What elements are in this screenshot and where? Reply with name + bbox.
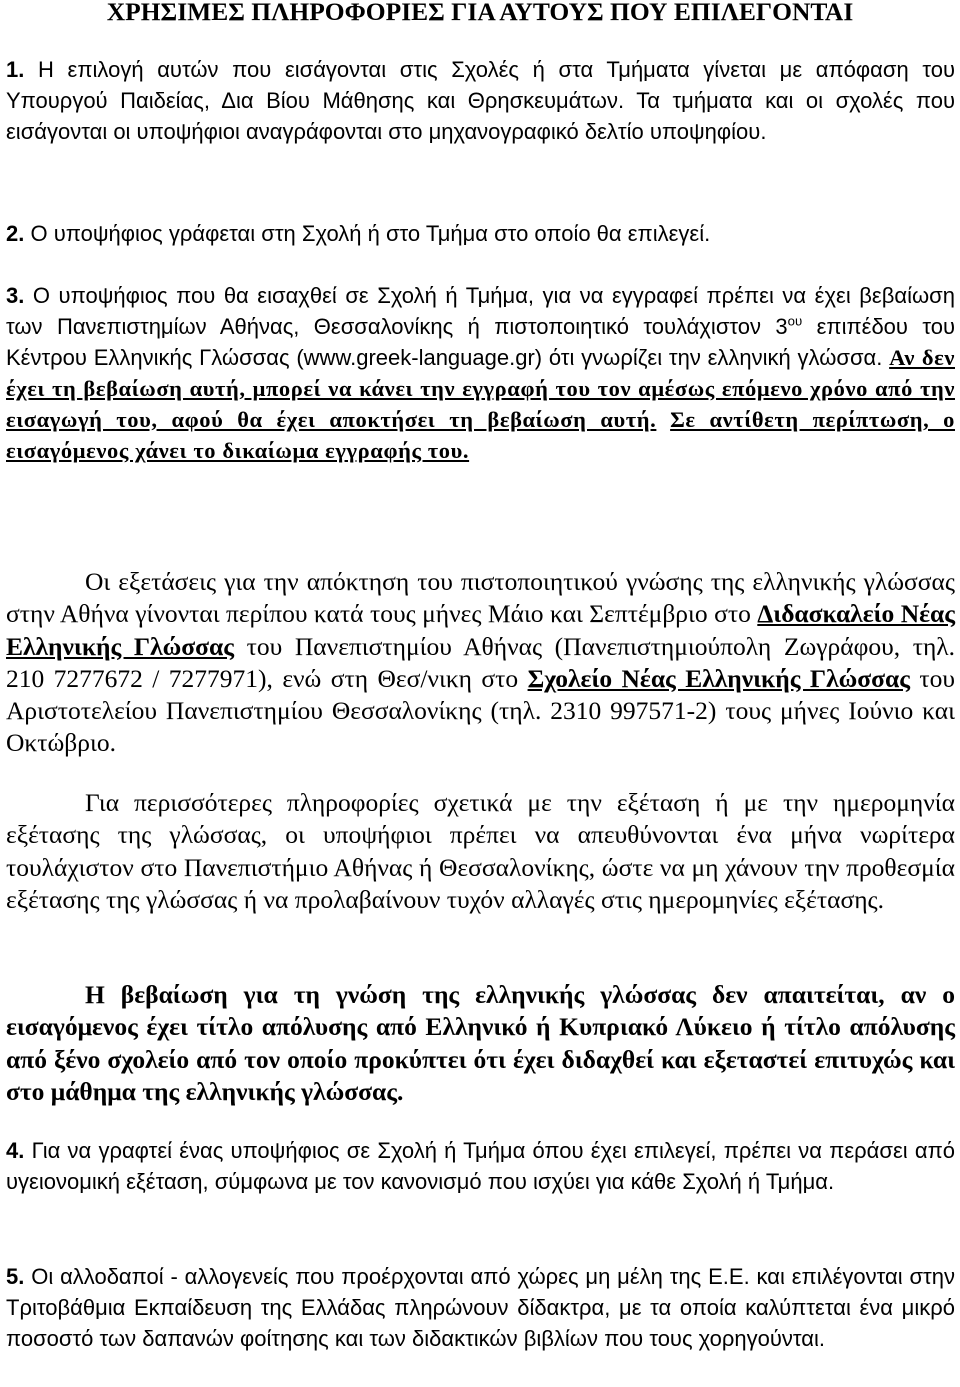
item-4-number: 4. <box>6 1138 25 1163</box>
item-3-emphasis-deferral: Αν δεν έχει τη βεβαίωση αυτή, μπορεί να κάνει την εγγραφή του τον αμέσως επόμενο χρόνο από την εισαγωγή του, αφού θα έχει αποκτήσει τη βεβαίωση αυτή. <box>6 345 955 432</box>
exams-school-athens: Διδασκαλείο Νέας Ελληνικής Γλώσσας <box>6 599 956 661</box>
exams-paragraph <box>6 566 955 760</box>
item-3-number: 3. <box>6 283 25 308</box>
item-5-paragraph <box>6 1261 955 1354</box>
item-3-paragraph <box>6 280 955 466</box>
item-1-paragraph <box>6 54 955 147</box>
item-1-text: Η επιλογή αυτών που εισάγονται στις Σχολές ή στα Τμήματα γίνεται με απόφαση του Υπουργού Παιδείας, Δια Βίου Μάθησης και Θρησκευμάτων. Τα τμήματα και οι σχολές που εισάγονται οι υποψήφιοι αναγράφονται στο μηχανογραφικό δελτίο υποψηφίου. <box>6 57 955 144</box>
exams-text-1: Οι εξετάσεις για την απόκτηση του πιστοποιητικού γνώσης της ελληνικής γλώσσας στην Αθήνα γίνονται περίπου κατά τους μήνες Μάιο και Σεπτέμβριο στο <box>6 567 955 629</box>
item-5-number: 5. <box>6 1264 25 1289</box>
exams-school-thessaloniki: Σχολείο Νέας Ελληνικής Γλώσσας <box>527 663 910 693</box>
item-4-text: Για να γραφτεί ένας υποψήφιος σε Σχολή ή Τμήμα όπου έχει επιλεγεί, πρέπει να περάσει από υγειονομική εξέταση, σύμφωνα με τον κανονισμό που ισχύει για κάθε Σχολή ή Τμήμα. <box>6 1138 955 1194</box>
exemption-paragraph <box>6 979 955 1108</box>
ordinal-superscript: ου <box>787 313 803 329</box>
item-3-emphasis-loss-of-right: Σε αντίθετη περίπτωση, ο εισαγόμενος χάνει το δικαίωμα εγγραφής του. <box>6 407 955 463</box>
item-3-text-after-superscript: επιπέδου του Κέντρου Ελληνικής Γλώσσας (www.greek-language.gr) ότι γνωρίζει την ελληνική γλώσσα. <box>6 314 955 370</box>
item-2-text: Ο υποψήφιος γράφεται στη Σχολή ή στο Τμήμα στο οποίο θα επιλεγεί. <box>30 221 711 246</box>
exams-text-2: του Πανεπιστημίου Αθήνας (Πανεπιστημιούπολη Ζωγράφου, τηλ. 210 7277672 / 7277971), ενώ στη Θεσ/νικη στο <box>6 631 956 693</box>
info-paragraph <box>6 787 955 916</box>
info-text: Για περισσότερες πληροφορίες σχετικά με την εξέταση ή με την ημερομηνία εξέτασης της γλώσσας, οι υποψήφιοι πρέπει να απευθύνονται ένα μήνα νωρίτερα τουλάχιστον στο Πανεπιστήμιο Αθήνας ή Θεσσαλονίκης, ώστε να μη χάνουν την προθεσμία εξέτασης της γλώσσας ή να προλαβαίνουν τυχόν αλλαγές στις ημερομηνίες εξέτασης. <box>6 788 955 914</box>
item-2-paragraph <box>6 218 955 249</box>
item-4-paragraph <box>6 1135 955 1197</box>
exams-text-3: του Αριστοτελείου Πανεπιστημίου Θεσσαλονίκης (τηλ. 2310 997571-2) τους μήνες Ιούνιο και Οκτώβριο. <box>6 663 956 758</box>
item-1-number: 1. <box>6 57 25 82</box>
item-3-text-before-superscript: Ο υποψήφιος που θα εισαχθεί σε Σχολή ή Τμήμα, για να εγγραφεί πρέπει να έχει βεβαίωση των Πανεπιστημίων Αθήνας, Θεσσαλονίκης ή πιστοποιητικό τουλάχιστον 3 <box>6 283 955 339</box>
exemption-text: Η βεβαίωση για τη γνώση της ελληνικής γλώσσας δεν απαιτείται, αν ο εισαγόμενος έχει τίτλο απόλυσης από Ελληνικό ή Κυπριακό Λύκειο ή τίτλο απόλυσης από ξένο σχολείο από τον οποίο προκύπτει ότι έχει διδαχθεί και εξεταστεί επιτυχώς και στο μάθημα της ελληνικής γλώσσας. <box>6 980 955 1106</box>
item-5-text: Οι αλλοδαποί - αλλογενείς που προέρχονται από χώρες μη μέλη της Ε.Ε. και επιλέγονται στην Τριτοβάθμια Εκπαίδευση της Ελλάδας πληρώνουν δίδακτρα, με τα οποία καλύπτεται ένα μικρό ποσοστό των δαπανών φοίτησης και των διδακτικών βιβλίων που τους χορηγούνται. <box>6 1264 955 1351</box>
page-title: ΧΡΗΣΙΜΕΣ ΠΛΗΡΟΦΟΡΙΕΣ ΓΙΑ ΑΥΤΟΥΣ ΠΟΥ ΕΠΙΛΕΓΟΝΤΑΙ <box>106 0 854 26</box>
item-2-number: 2. <box>6 221 25 246</box>
